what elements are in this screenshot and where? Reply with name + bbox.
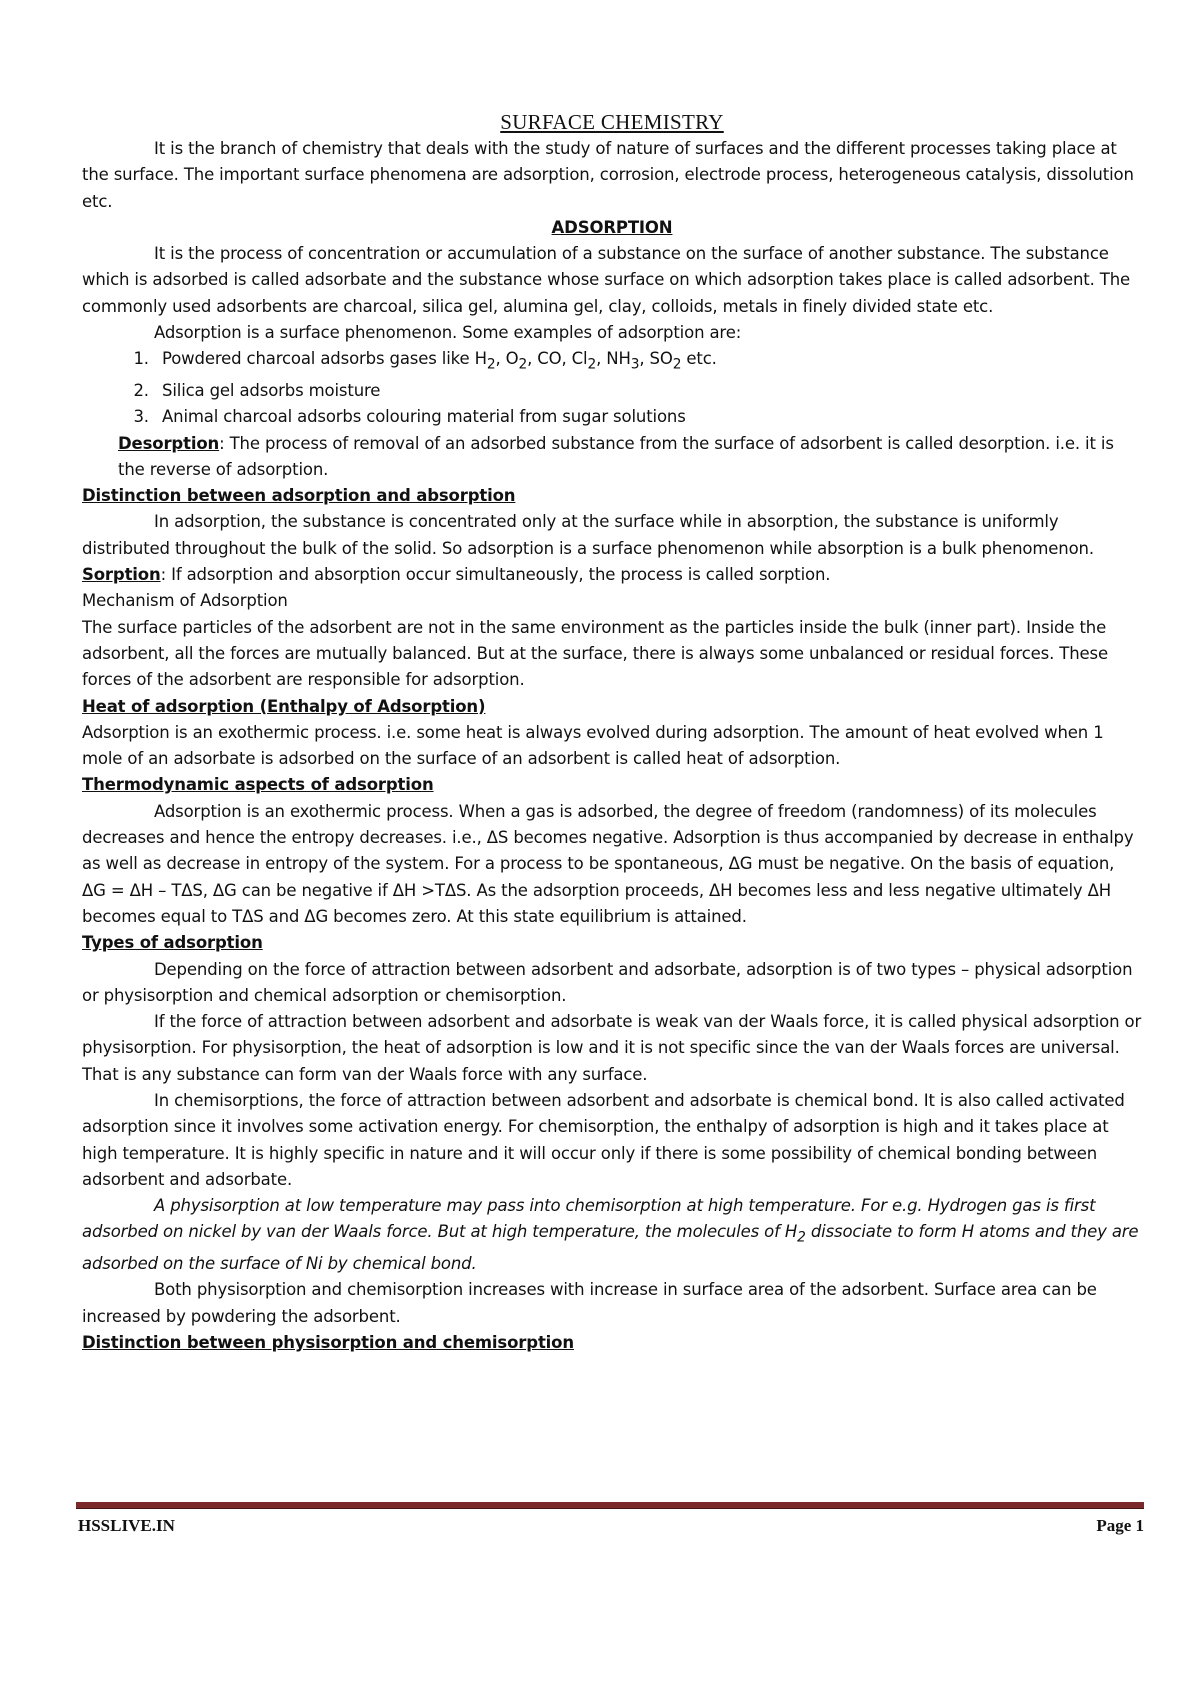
types-paragraph-5: Both physisorption and chemisorption increases with increase in surface area of the adsorbent. Surface area can be increased by powdering the adsorbent. <box>82 1280 1097 1326</box>
list-item: 2. Silica gel adsorbs moisture <box>154 378 1142 404</box>
page-content <box>82 108 1142 1356</box>
types-heading: Types of adsorption <box>82 933 263 953</box>
types-p4-subscript: 2 <box>797 1229 806 1246</box>
types-paragraph-3: In chemisorptions, the force of attraction between adsorbent and adsorbate is chemical bond. It is also called activated adsorption since it involves some activation energy. For chemisorption, the enthalpy of adsorption is high and it takes place at high temperature. It is highly specific in nature and it will occur only if there is some possibility of chemical bonding between adsorbent and adsorbate. <box>82 1090 1125 1189</box>
mechanism-paragraph: The surface particles of the adsorbent are not in the same environment as the particles inside the bulk (inner part). Inside the adsorbent, all the forces are mutually balanced. But at the surface, there is always some unbalanced or residual forces. These forces of the adsorbent are responsible for adsorption. <box>82 617 1108 690</box>
examples-intro: Adsorption is a surface phenomenon. Some examples of adsorption are: <box>154 323 742 343</box>
distinction2-heading: Distinction between physisorption and chemisorption <box>82 1332 574 1352</box>
distinction-heading: Distinction between adsorption and absorption <box>82 486 516 506</box>
footer-site: HSSLIVE.IN <box>78 1516 175 1535</box>
list-item: 3. Animal charcoal adsorbs colouring material from sugar solutions <box>154 404 1142 430</box>
mechanism-heading: Mechanism of Adsorption <box>82 591 288 611</box>
adsorption-definition: It is the process of concentration or accumulation of a substance on the surface of another substance. The substance which is adsorbed is called adsorbate and the substance whose surface on which adsorption takes place is called adsorbent. The commonly used adsorbents are charcoal, silica gel, alumina gel, clay, colloids, metals in finely divided state etc. <box>82 244 1131 316</box>
types-paragraph-4 <box>82 1193 1142 1277</box>
footer-rule <box>76 1502 1144 1509</box>
sorption-label: Sorption <box>82 565 161 585</box>
examples-list <box>82 346 1142 430</box>
types-paragraph-2: If the force of attraction between adsorbent and adsorbate is weak van der Waals force, it is called physical adsorption or physisorption. For physisorption, the heat of adsorption is low and it is not specific since the van der Waals forces are universal. That is any substance can form van der Waals force with any surface. <box>82 1012 1142 1084</box>
list-item: 1. Powdered charcoal adsorbs gases like $H_2$, $O_2$, CO, $Cl_2$, $NH_3$, $SO_2$ etc. <box>154 346 1142 378</box>
types-p4-part-b: dissociate to form H atoms and they are adsorbed on the surface of Ni by chemical bond. <box>82 1222 1139 1274</box>
intro-paragraph: It is the branch of chemistry that deals with the study of nature of surfaces and the different processes taking place at the surface. The important surface phenomena are adsorption, corrosion, electrode process, heterogeneous catalysis, dissolution etc. <box>82 139 1134 211</box>
sorption-paragraph <box>82 562 1142 588</box>
desorption-label: Desorption <box>118 433 220 453</box>
adsorption-heading: ADSORPTION <box>551 217 673 237</box>
thermo-heading: Thermodynamic aspects of adsorption <box>82 775 434 795</box>
types-p4-part-a: A physisorption at low temperature may pass into chemisorption at high temperature. For e.g. Hydrogen gas is first adsorbed on nickel by van der Waals force. But at high temperature, the molecules of H <box>82 1196 1096 1242</box>
page-title: SURFACE CHEMISTRY <box>500 110 724 134</box>
types-paragraph-1: Depending on the force of attraction between adsorbent and adsorbate, adsorption is of two types – physical adsorption or physisorption and chemical adsorption or chemisorption. <box>82 959 1133 1005</box>
thermo-paragraph: Adsorption is an exothermic process. When a gas is adsorbed, the degree of freedom (randomness) of its molecules decreases and hence the entropy decreases. i.e., ΔS becomes negative. Adsorption is thus accompanied by decrease in enthalpy as well as decrease in entropy of the system. For a process to be spontaneous, ΔG must be negative. On the basis of equation, ΔG = ΔH – TΔS, ΔG can be negative if ΔH >TΔS. As the adsorption proceeds, ΔH becomes less and less negative ultimately ΔH becomes equal to TΔS and ΔG becomes zero. At this state equilibrium is attained. <box>82 801 1134 926</box>
heat-heading: Heat of adsorption (Enthalpy of Adsorption) <box>82 696 486 716</box>
footer-page-number: Page 1 <box>1096 1516 1144 1535</box>
desorption-paragraph <box>82 431 1142 484</box>
sorption-text: : If adsorption and absorption occur simultaneously, the process is called sorption. <box>160 565 831 585</box>
desorption-text: : The process of removal of an adsorbed substance from the surface of adsorbent is called desorption. i.e. it is the reverse of adsorption. <box>118 433 1114 479</box>
distinction-paragraph: In adsorption, the substance is concentrated only at the surface while in absorption, the substance is uniformly distributed throughout the bulk of the solid. So adsorption is a surface phenomenon while absorption is a bulk phenomenon. <box>82 512 1094 558</box>
heat-paragraph: Adsorption is an exothermic process. i.e. some heat is always evolved during adsorption. The amount of heat evolved when 1 mole of an adsorbate is adsorbed on the surface of an adsorbent is called heat of adsorption. <box>82 722 1104 769</box>
